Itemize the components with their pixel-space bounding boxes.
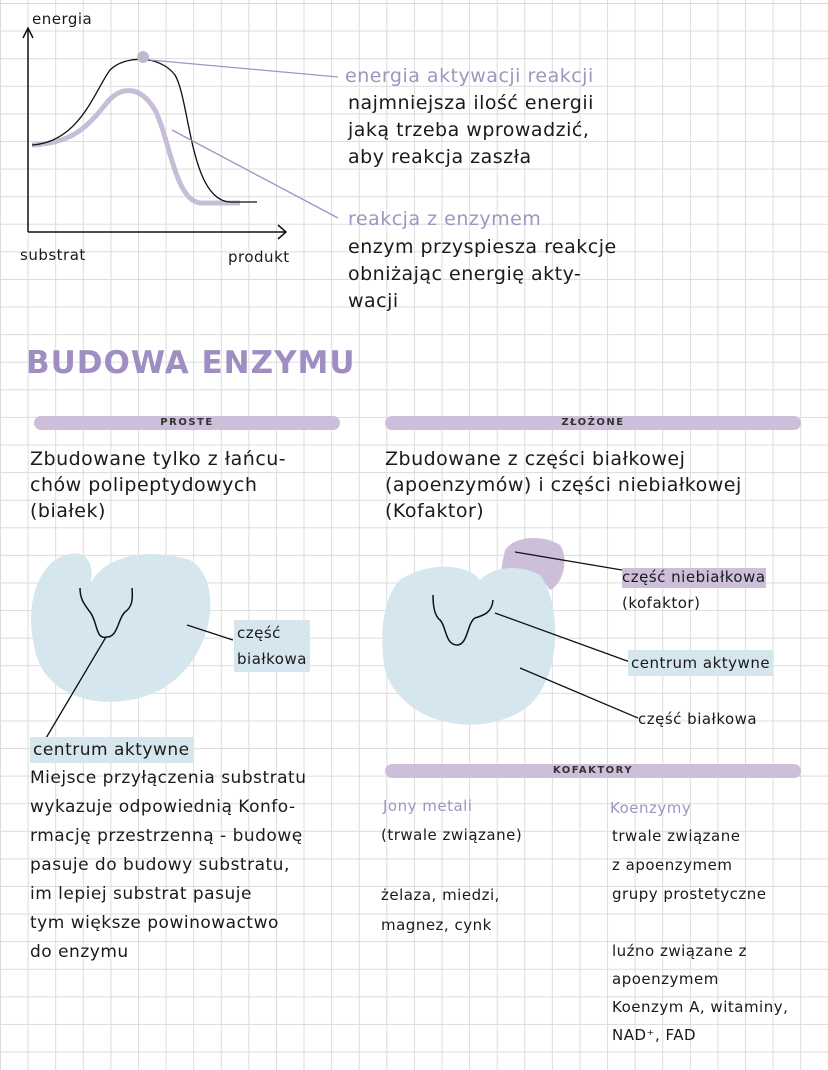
complex-protein-label: część białkowa xyxy=(638,710,758,728)
enzyme-reaction-text: enzym przyspiesza reakcje obniżając energię akty- wacji xyxy=(348,236,617,312)
header-simple: PROSTE xyxy=(34,416,340,430)
uncatalysed-curve xyxy=(32,59,257,202)
complex-active-center-label: centrum aktywne xyxy=(628,650,773,676)
x-start-label: substrat xyxy=(20,246,86,264)
peak-marker xyxy=(137,51,149,63)
section-title: BUDOWA ENZYMU xyxy=(26,345,356,381)
simple-text: Zbudowane tylko z łańcu- chów polipeptydowych (białek) xyxy=(30,448,287,522)
coenzymes-heading: Koenzymy xyxy=(610,799,692,817)
header-complex: ZŁOŻONE xyxy=(385,416,801,430)
x-end-label: produkt xyxy=(228,248,290,266)
ions-sub: (trwale związane) xyxy=(381,826,523,844)
complex-enzyme-shape xyxy=(382,538,638,725)
x-axis xyxy=(28,225,286,239)
y-axis-label: energia xyxy=(32,10,93,28)
enzyme-curve xyxy=(32,91,240,203)
complex-text: Zbudowane z części białkowej (apoenzymów) i części niebiałkowej (Kofaktor) xyxy=(385,448,742,522)
header-cofactors: KOFAKTORY xyxy=(385,764,801,778)
simple-protein-label: część białkowa xyxy=(234,620,310,672)
ions-heading: Jony metali xyxy=(383,797,473,815)
energy-graph xyxy=(23,28,338,239)
coenzymes-text-2: luźno związane z apoenzymem Koenzym A, witaminy, NAD⁺, FAD xyxy=(612,942,789,1044)
active-center-heading: centrum aktywne xyxy=(30,737,193,763)
coenzymes-text-1: trwale związane z apoenzymem grupy prostetyczne xyxy=(612,827,767,903)
enzyme-reaction-heading: reakcja z enzymem xyxy=(348,208,542,230)
y-axis xyxy=(23,28,33,232)
cofactor-label: część niebiałkowa (kofaktor) xyxy=(622,564,766,616)
activation-text: najmniejsza ilość energii jaką trzeba wprowadzić, aby reakcja zaszła xyxy=(348,92,594,168)
ions-examples: żelaza, miedzi, magnez, cynk xyxy=(381,886,500,934)
active-center-text: Miejsce przyłączenia substratu wykazuje odpowiednią Konfo- rmację przestrzenną - budowę pasuje do budowy substratu, im lepiej substrat pasuje tym większe powinowactwo do enzymu xyxy=(30,768,307,962)
simple-enzyme-shape xyxy=(31,553,233,760)
activation-heading: energia aktywacji reakcji xyxy=(345,65,594,87)
